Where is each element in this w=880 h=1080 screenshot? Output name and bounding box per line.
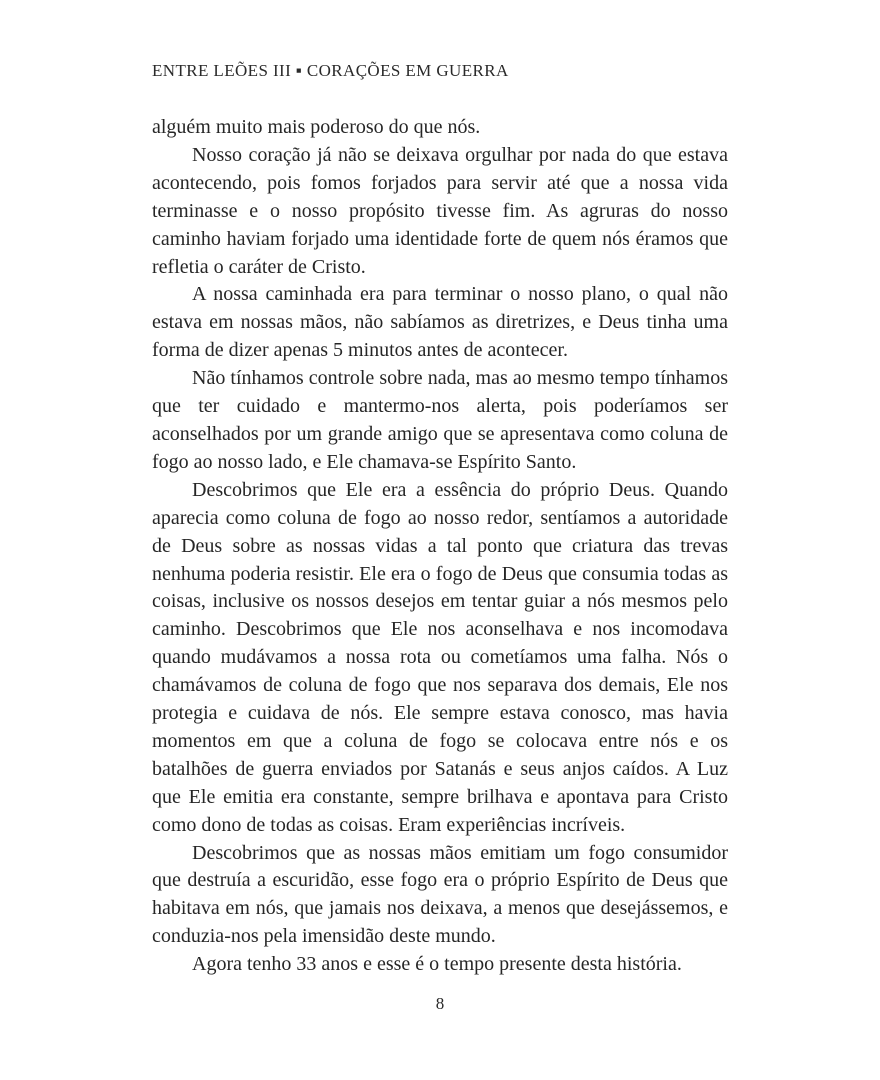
paragraph: Não tínhamos controle sobre nada, mas ao mesmo tempo tínhamos que ter cuidado e mantermo-nos alerta, pois poderíamos ser aconselhados por um grande amigo que se apresentava como coluna de fogo ao nosso lado, e Ele chamava-se Espírito Santo. bbox=[152, 367, 728, 473]
running-header: ENTRE LEÕES III ▪ CORAÇÕES EM GUERRA bbox=[152, 61, 509, 80]
paragraph: alguém muito mais poderoso do que nós. bbox=[152, 116, 481, 138]
paragraph: Nosso coração já não se deixava orgulhar por nada do que estava acontecendo, pois fomos forjados para servir até que a nossa vida terminasse e o nosso propósito tivesse fim. As agruras do nosso caminho haviam forjado uma identidade forte de quem nós éramos que refletia o caráter de Cristo. bbox=[152, 143, 728, 278]
page-number: 8 bbox=[435, 994, 445, 1013]
paragraph: Descobrimos que Ele era a essência do próprio Deus. Quando aparecia como coluna de fogo ao nosso redor, sentíamos a autoridade de Deus sobre as nossas vidas a tal ponto que criatura das trevas nenhuma poderia resistir. Ele era o fogo de Deus que consumia todas as coisas, inclusive os nossos desejos em tentar guiar a nós mesmos pelo caminho. Descobrimos que Ele nos aconselhava e nos incomodava quando mudávamos a nossa rota ou cometíamos uma falha. Nós o chamávamos de coluna de fogo que nos separava dos demais, Ele nos protegia e cuidava de nós. Ele sempre estava conosco, mas havia momentos em que a coluna de fogo se colocava entre nós e os batalhões de guerra enviados por Satanás e seus anjos caídos. A Luz que Ele emitia era constante, sempre brilhava e apontava para Cristo como dono de todas as coisas. Eram experiências incríveis. bbox=[152, 478, 728, 836]
paragraph: Descobrimos que as nossas mãos emitiam um fogo consumidor que destruía a escuridão, esse fogo era o próprio Espírito de Deus que habitava em nós, que jamais nos deixava, a menos que desejássemos, e conduzia-nos pela imensidão deste mundo. bbox=[152, 841, 728, 948]
paragraph: A nossa caminhada era para terminar o nosso plano, o qual não estava em nossas mãos, não sabíamos as diretrizes, e Deus tinha uma forma de dizer apenas 5 minutos antes de acontecer. bbox=[152, 283, 728, 362]
body-text bbox=[152, 114, 728, 979]
paragraph: Agora tenho 33 anos e esse é o tempo presente desta história. bbox=[192, 953, 682, 976]
